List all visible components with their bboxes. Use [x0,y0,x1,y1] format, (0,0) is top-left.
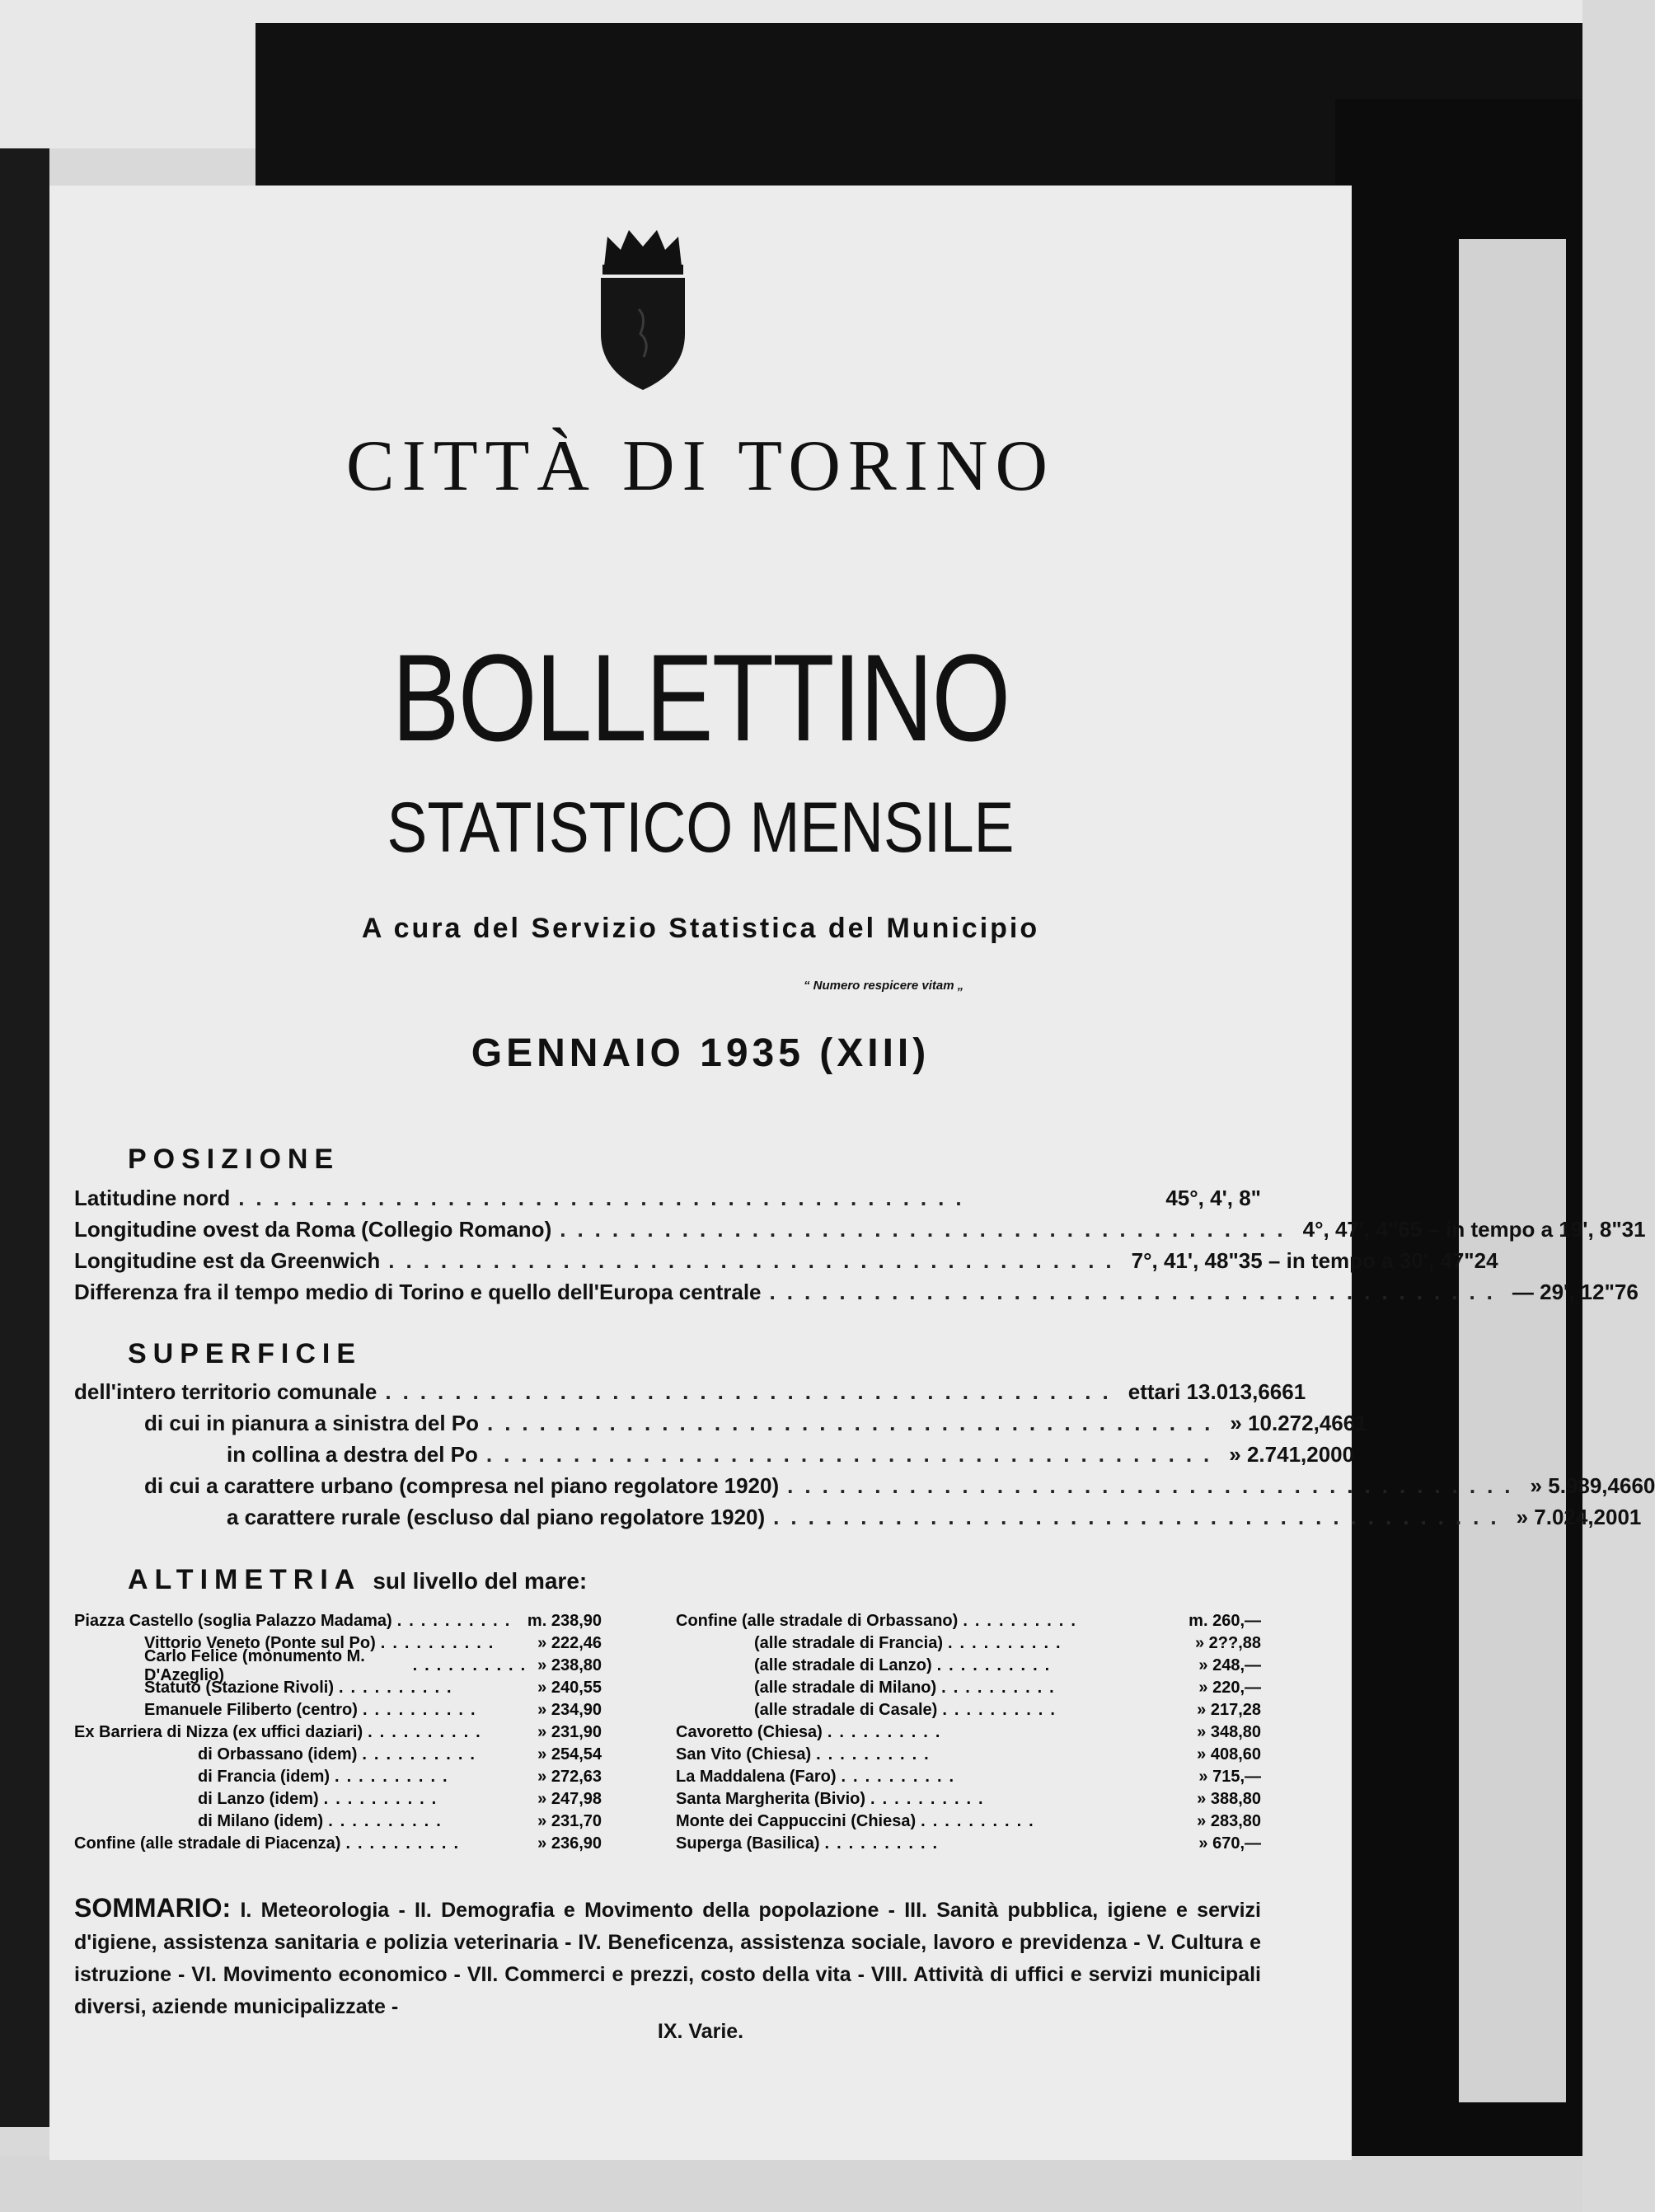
leader-dots: .......... [827,1723,948,1741]
row-value: » 240,55 [537,1679,602,1697]
altimetria-left-row [198,1744,602,1766]
row-label: (alle stradale di Lanzo) [754,1656,932,1674]
leader-dots: .......................................... [238,1185,973,1210]
row-value: » 2.741,2000 [1229,1441,1355,1467]
leader-dots: .......... [323,1790,444,1808]
row-value: m. 260,— [1189,1612,1261,1630]
row-label: di Francia (idem) [198,1768,331,1786]
bulletin-title: BOLLETTINO [391,628,1010,767]
altimetria-right-row [676,1766,1261,1788]
row-label: Santa Margherita (Bivio) [676,1790,866,1808]
posizione-row [74,1277,1639,1307]
altimetria-left-row [198,1810,602,1833]
leader-dots: .......... [362,1701,483,1719]
row-value: » 715,— [1198,1768,1261,1786]
issue-date: GENNAIO 1935 (XIII) [471,1031,931,1075]
row-value: 4°, 47', 4"65 – in tempo a 19', 8"31 [1302,1216,1646,1242]
city-name: CITTÀ DI TORINO [345,426,1056,506]
leader-dots: .......................................... [773,1504,1508,1529]
row-value: 7°, 41', 48"35 – in tempo a 30', 47"24 [1131,1247,1498,1273]
row-value: » 388,80 [1197,1790,1261,1808]
leader-dots: .......... [328,1812,448,1830]
altimetria-heading: ALTIMETRIA [128,1564,362,1595]
row-value: » 283,80 [1197,1812,1261,1830]
row-label: Superga (Basilica) [676,1834,820,1853]
leader-dots: .......................................... [787,1472,1522,1498]
altimetria-left-row [198,1788,602,1810]
row-label: di Milano (idem) [198,1812,324,1830]
leader-dots: .......... [362,1745,482,1763]
row-label: Statuto (Stazione Rivoli) [144,1679,334,1697]
row-value: — 29', 12"76 [1512,1279,1639,1304]
row-value: » 7.024,2001 [1516,1504,1642,1529]
scan-light-strip [1459,239,1566,2102]
leader-dots: .......... [368,1723,488,1741]
summary-text: I. Meteorologia - II. Demografia e Movimento della popolazione - III. Sanità pubblica, igiene e servizi d'igiene, assistenza sanitaria e polizia veterinaria - IV. Beneficenza, assistenza sociale, lavoro e previdenza - V. Cultura e istruzione - VI. Movimento economico - VII. Commerci e prezzi, costo della vita - VIII. Attività di uffici e servizi municipali diversi, aziende municipalizzate - [74,1899,1261,2018]
section-heading-superficie: SUPERFICIE [128,1338,363,1369]
row-value: » 247,98 [537,1790,602,1808]
leader-dots: .......... [824,1834,945,1853]
altimetria-right-row [676,1833,1261,1855]
row-label: Cavoretto (Chiesa) [676,1723,823,1741]
altimetria-right-row [676,1744,1261,1766]
row-label: San Vito (Chiesa) [676,1745,812,1763]
bulletin-subtitle: STATISTICO MENSILE [387,788,1015,867]
row-value: » 408,60 [1197,1745,1261,1763]
altimetria-right-row [676,1788,1261,1810]
superficie-row [144,1408,1367,1438]
leader-dots: .......................................... [385,1378,1120,1404]
row-value: » 670,— [1198,1834,1261,1853]
altimetria-left-row [198,1766,602,1788]
leader-dots: .......... [345,1834,466,1853]
row-label: Longitudine est da Greenwich [74,1247,381,1273]
leader-dots: .......................................... [560,1216,1295,1242]
scan-border-left [0,148,49,2127]
edited-by: A cura del Servizio Statistica del Municipio [361,913,1040,944]
row-label: dell'intero territorio comunale [74,1378,377,1404]
superficie-row [227,1439,1355,1469]
leader-dots: .......... [942,1701,1062,1719]
section-heading-posizione: POSIZIONE [128,1144,340,1175]
row-label: Longitudine ovest da Roma (Collegio Romano) [74,1216,552,1242]
posizione-row [74,1246,1498,1275]
altimetria-left-row [144,1646,602,1684]
row-label: La Maddalena (Faro) [676,1768,837,1786]
row-label: Confine (alle stradale di Piacenza) [74,1834,341,1853]
altimetria-left-row [74,1610,602,1632]
row-label: di cui a carattere urbano (compresa nel piano regolatore 1920) [144,1472,780,1498]
leader-dots: .......................................... [486,1410,1222,1435]
leader-dots: .......................................... [485,1441,1221,1467]
row-value: » 248,— [1198,1656,1261,1674]
row-value: » 220,— [1198,1679,1261,1697]
summary [74,1892,1261,2023]
motto: “ Numero respicere vitam „ [804,979,964,993]
leader-dots: .......... [412,1656,533,1674]
row-value: » 236,90 [537,1834,602,1853]
scan-margin-bottom [0,2156,1582,2212]
leader-dots: .......... [936,1656,1057,1674]
row-label: di Orbassano (idem) [198,1745,358,1763]
row-value: » 231,90 [537,1723,602,1741]
city-crest-icon [589,218,696,392]
row-value: » 5.989,4660 [1530,1472,1655,1498]
leader-dots: .......... [870,1790,991,1808]
row-label: Piazza Castello (soglia Palazzo Madama) [74,1612,392,1630]
bulletin-cover-page [49,186,1655,2160]
summary-lead: SOMMARIO: [74,1893,232,1923]
superficie-row [227,1502,1642,1532]
row-value: » 10.272,4661 [1230,1410,1367,1435]
leader-dots: .......... [339,1679,459,1697]
leader-dots: .......... [335,1768,455,1786]
row-value: 45°, 4', 8" [1165,1185,1261,1210]
row-label: di cui in pianura a sinistra del Po [144,1410,479,1435]
altimetria-right-row [676,1810,1261,1833]
altimetria-right-row [754,1655,1261,1677]
altimetria-right-row [676,1610,1261,1632]
row-label: Confine (alle stradale di Orbassano) [676,1612,959,1630]
leader-dots: .......... [841,1768,962,1786]
altimetria-right-row [754,1677,1261,1699]
row-label: Differenza fra il tempo medio di Torino e quello dell'Europa centrale [74,1279,762,1304]
row-value: » 272,63 [537,1768,602,1786]
leader-dots: .......... [963,1612,1083,1630]
row-value: » 222,46 [537,1634,602,1652]
leader-dots: .......................................... [388,1247,1123,1273]
leader-dots: .......... [396,1612,518,1630]
row-label: a carattere rurale (escluso dal piano regolatore 1920) [227,1504,766,1529]
row-label: Monte dei Cappuccini (Chiesa) [676,1812,917,1830]
row-value: » 238,80 [537,1656,602,1674]
altimetria-left-row [144,1699,602,1721]
row-label: (alle stradale di Casale) [754,1701,938,1719]
posizione-row [74,1183,1261,1213]
row-value: » 217,28 [1197,1701,1261,1719]
leader-dots: .......................................... [769,1279,1504,1304]
row-label: di Lanzo (idem) [198,1790,319,1808]
altimetria-right-row [754,1632,1261,1655]
superficie-row [74,1377,1306,1407]
posizione-row [74,1214,1646,1244]
altimetria-heading-suffix: sul livello del mare: [373,1568,588,1594]
altimetria-left-row [144,1677,602,1699]
leader-dots: .......... [816,1745,936,1763]
row-label: (alle stradale di Milano) [754,1679,937,1697]
row-value: » 2??,88 [1194,1634,1261,1652]
row-label: Ex Barriera di Nizza (ex uffici daziari) [74,1723,363,1741]
leader-dots: .......... [947,1634,1068,1652]
row-label: Vittorio Veneto (Ponte sul Po) [144,1634,376,1652]
leader-dots: .......... [941,1679,1062,1697]
row-value: ettari 13.013,6661 [1128,1378,1306,1404]
section-heading-altimetria [128,1564,587,1596]
altimetria-right-row [676,1721,1261,1744]
row-label: (alle stradale di Francia) [754,1634,943,1652]
leader-dots: .......... [921,1812,1041,1830]
row-label: in collina a destra del Po [227,1441,478,1467]
row-label: Carlo Felice (monumento M. D'Azeglio) [144,1646,365,1684]
row-label: Emanuele Filiberto (centro) [144,1701,358,1719]
row-value: » 231,70 [537,1812,602,1830]
row-value: » 348,80 [1197,1723,1261,1741]
altimetria-right-row [754,1699,1261,1721]
leader-dots: .......... [380,1634,501,1652]
row-value: » 254,54 [537,1745,602,1763]
row-label: Latitudine nord [74,1185,231,1210]
row-value: m. 238,90 [527,1612,602,1630]
superficie-row [144,1471,1655,1500]
summary-last-line: IX. Varie. [657,2020,744,2043]
altimetria-left-row [74,1833,602,1855]
altimetria-left-row [74,1721,602,1744]
row-value: » 234,90 [537,1701,602,1719]
